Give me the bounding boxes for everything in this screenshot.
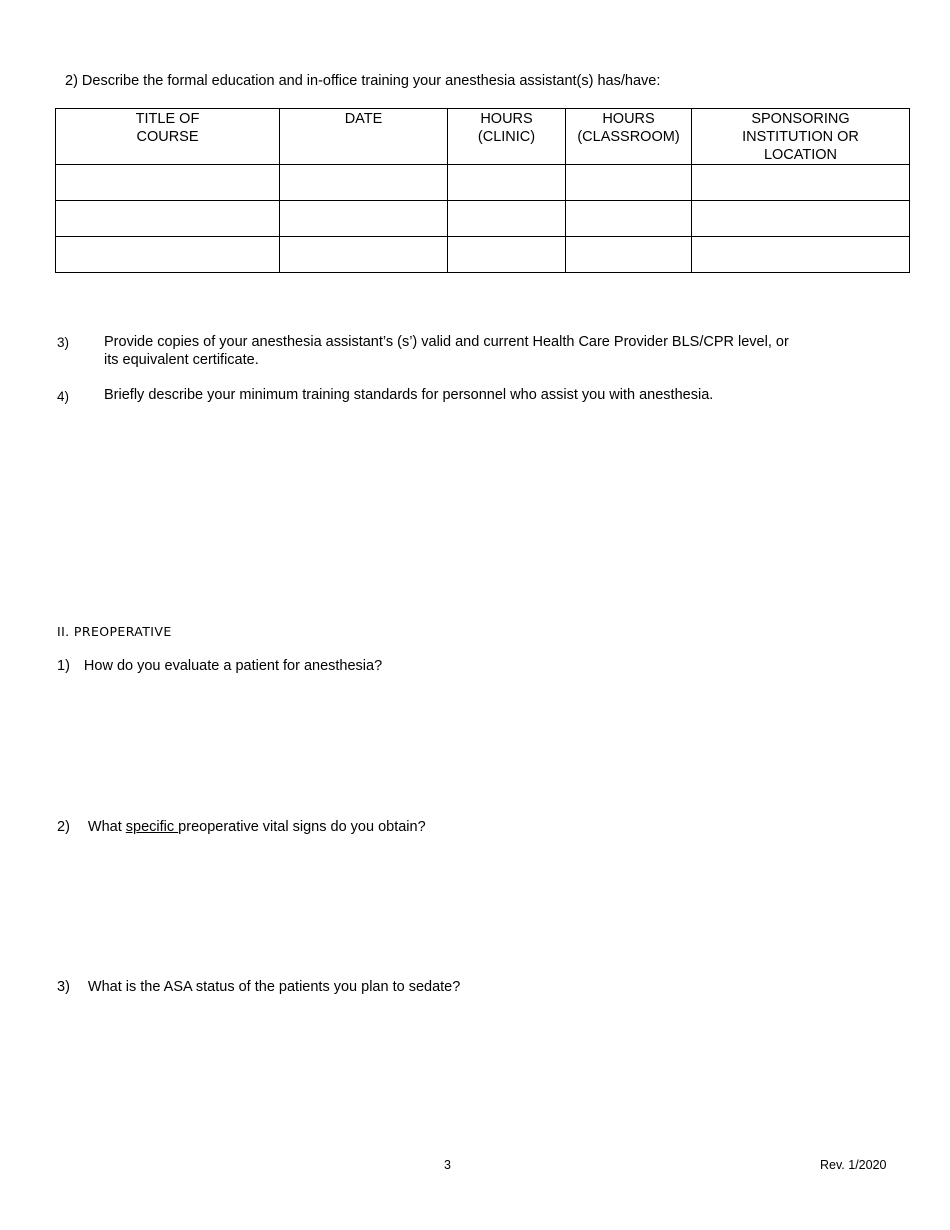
table-cell[interactable] [692,201,910,237]
question-text: What is the ASA status of the patients you plan to sedate? [87,979,461,995]
table-cell[interactable] [566,237,692,273]
underlined-word: specific [125,819,179,835]
table-cell[interactable] [448,237,566,273]
table-cell[interactable] [692,165,910,201]
table-cell[interactable] [56,201,280,237]
table-cell[interactable] [566,201,692,237]
header-hours-clinic: HOURS (CLINIC) [448,109,566,165]
preoperative-question-1 [57,658,382,674]
table-cell[interactable] [280,201,448,237]
section-heading-preoperative: II. PREOPERATIVE [57,624,172,639]
table-header-row [56,109,910,165]
table-cell[interactable] [56,237,280,273]
revision-label: Rev. 1/2020 [820,1158,887,1172]
table-cell[interactable] [280,237,448,273]
preoperative-question-2 [57,819,426,835]
question-number: 3) [57,979,70,995]
question-3-number: 3) [57,335,70,350]
table-cell[interactable] [448,201,566,237]
table-cell[interactable] [280,165,448,201]
table-cell[interactable] [692,237,910,273]
header-date: DATE [280,109,448,165]
question-3-text: Provide copies of your anesthesia assistant’s (s’) valid and current Health Care Provider BLS/CPR level, or its equivalent certificate. [104,334,789,368]
header-sponsoring-institution: SPONSORING INSTITUTION OR LOCATION [692,109,910,165]
page-number: 3 [444,1158,451,1172]
question-text: How do you evaluate a patient for anesthesia? [83,658,383,674]
preoperative-question-3 [57,979,460,995]
table-row [56,165,910,201]
header-hours-classroom: HOURS (CLASSROOM) [566,109,692,165]
header-title-of-course: TITLE OF COURSE [56,109,280,165]
table-cell[interactable] [56,165,280,201]
question-number: 1) [57,658,70,674]
table-cell[interactable] [566,165,692,201]
table-row [56,201,910,237]
question-text: What specific preoperative vital signs do you obtain? [87,819,426,835]
table-row [56,237,910,273]
question-number: 2) [57,819,70,835]
question-4-number: 4) [57,389,70,404]
question-4-text: Briefly describe your minimum training standards for personnel who assist you with anesthesia. [104,387,714,403]
table-cell[interactable] [448,165,566,201]
training-table [55,108,910,273]
training-question: 2) Describe the formal education and in-office training your anesthesia assistant(s) has/have: [65,73,661,89]
